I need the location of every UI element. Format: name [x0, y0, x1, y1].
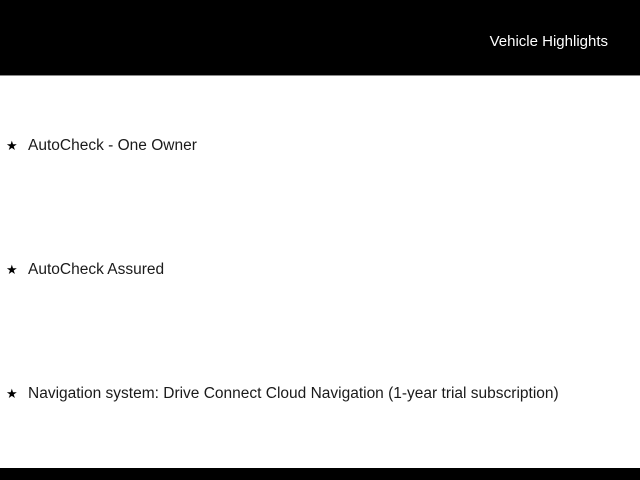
list-item	[6, 134, 592, 157]
list-item-label: AutoCheck Assured	[28, 261, 165, 278]
header-bar	[0, 0, 640, 76]
list-item	[6, 382, 592, 405]
star-bullet-icon: ★	[6, 386, 18, 401]
list-item-label: AutoCheck - One Owner	[28, 137, 197, 154]
footer-bar	[0, 468, 640, 480]
page-title: Vehicle Highlights	[489, 33, 608, 50]
star-bullet-icon: ★	[6, 262, 18, 277]
list-item-label: Navigation system: Drive Connect Cloud Navigation (1-year trial subscription)	[28, 385, 559, 402]
highlights-list	[0, 77, 640, 468]
list-item	[6, 258, 592, 281]
star-bullet-icon: ★	[6, 138, 18, 153]
